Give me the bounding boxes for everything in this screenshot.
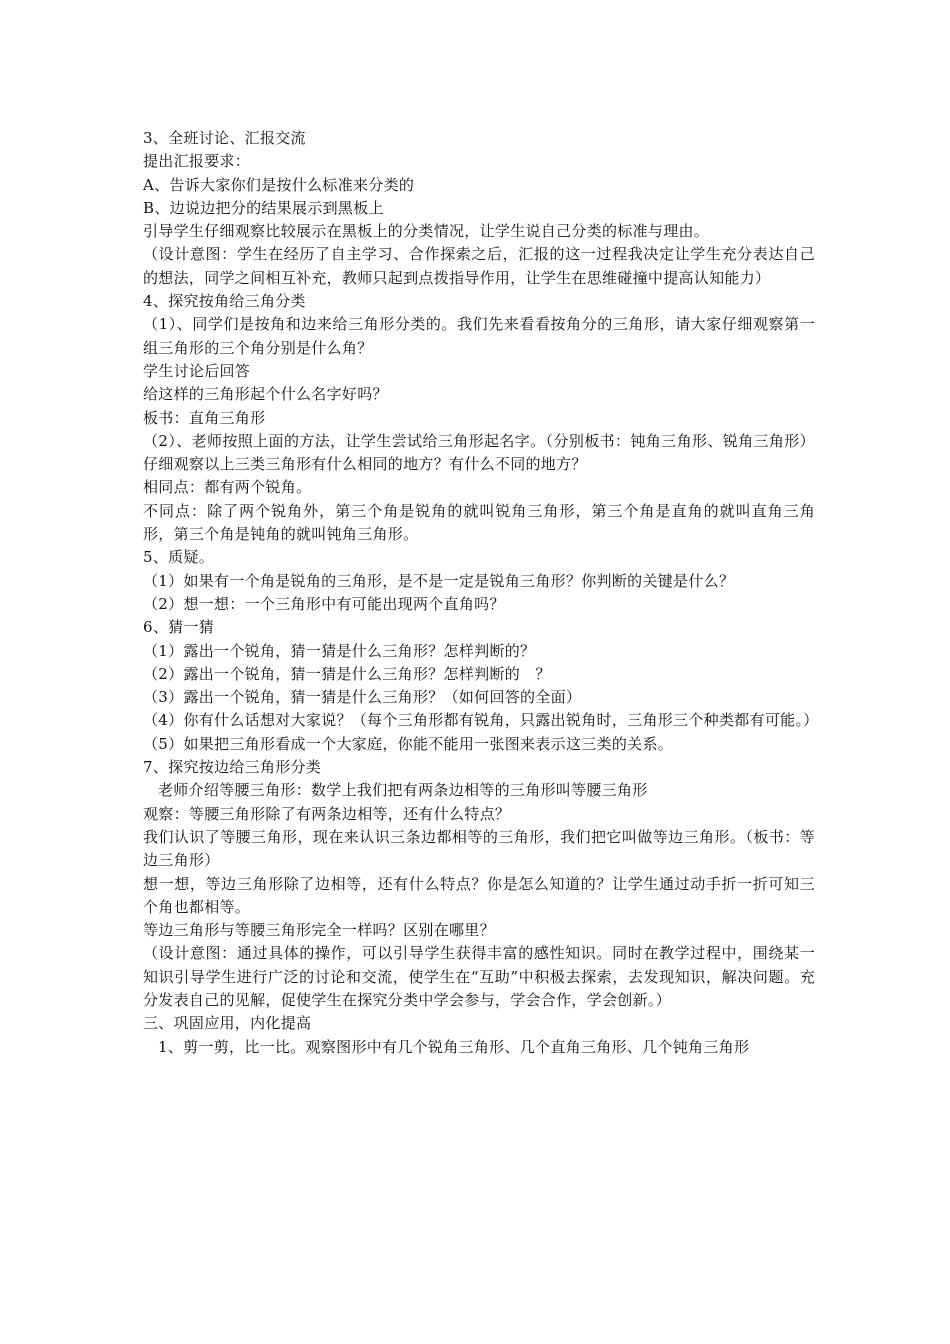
paragraph: （3）露出一个锐角，猜一猜是什么三角形？（如何回答的全面） xyxy=(143,688,582,707)
document-body xyxy=(143,127,819,1059)
heading-section-6: 6、猜一猜 xyxy=(143,618,215,637)
heading-section-7: 7、探究按边给三角形分类 xyxy=(143,758,322,777)
heading-part-3: 三、巩固应用，内化提高 xyxy=(143,1014,312,1033)
paragraph: （4）你有什么话想对大家说？（每个三角形都有锐角，只露出锐角时，三角形三个种类都有可能。） xyxy=(143,711,819,730)
paragraph: （1）、同学们是按角和边来给三角形分类的。我们先来看看按角分的三角形，请大家仔细观察第一组三角形的三个角分别是什么角？ xyxy=(143,315,815,357)
paragraph: （1）露出一个锐角，猜一猜是什么三角形？怎样判断的？ xyxy=(143,641,536,660)
paragraph: 1、剪一剪，比一比。观察图形中有几个锐角三角形、几个直角三角形、几个钝角三角形 xyxy=(158,1037,750,1056)
design-intent-note: （设计意图：学生在经历了自主学习、合作探索之后，汇报的这一过程我决定让学生充分表达自己的想法，同学之间相互补充，教师只起到点拨指导作用，让学生在思维碰撞中提高认知能力） xyxy=(143,245,815,287)
paragraph: 想一想，等边三角形除了边相等，还有什么特点？你是怎么知道的？让学生通过动手折一折可知三个角也都相等。 xyxy=(143,874,815,916)
paragraph: （2）露出一个锐角，猜一猜是什么三角形？怎样判断的 ？ xyxy=(143,664,551,683)
paragraph: （2）、老师按照上面的方法，让学生尝试给三角形起名字。（分别板书：钝角三角形、锐角三角形）仔细观察以上三类三角形有什么相同的地方？有什么不同的地方？ xyxy=(143,431,815,474)
paragraph: （1）如果有一个角是锐角的三角形，是不是一定是锐角三角形？你判断的关键是什么？ xyxy=(143,571,735,590)
paragraph: B、边说边把分的结果展示到黑板上 xyxy=(143,198,384,217)
paragraph: 板书：直角三角形 xyxy=(143,408,266,427)
paragraph: 学生讨论后回答 xyxy=(143,361,251,380)
heading-section-4: 4、探究按角给三角分类 xyxy=(143,292,306,311)
design-intent-note: （设计意图：通过具体的操作，可以引导学生获得丰富的感性知识。同时在教学过程中，围绕某一知识引导学生进行广泛的讨论和交流，使学生在“互助”中积极去探索，去发现知识，解决问题。充分发表自己的见解，促使学生在探究分类中学会参与，学会合作，学会创新。） xyxy=(143,944,815,1009)
paragraph: （5）如果把三角形看成一个大家庭，你能不能用一张图来表示这三类的关系。 xyxy=(143,734,674,753)
paragraph: 给这样的三角形起个什么名字好吗？ xyxy=(143,385,388,404)
paragraph: 相同点：都有两个锐角。 xyxy=(143,478,312,497)
paragraph: （2）想一想：一个三角形中有可能出现两个直角吗？ xyxy=(143,594,505,613)
heading-section-5: 5、质疑。 xyxy=(143,548,215,567)
heading-section-3: 3、全班讨论、汇报交流 xyxy=(143,129,306,147)
paragraph: 观察：等腰三角形除了有两条边相等，还有什么特点？ xyxy=(143,804,511,823)
paragraph: 不同点：除了两个锐角外，第三个角是锐角的就叫锐角三角形，第三个角是直角的就叫直角三角形，第三个角是钝角的就叫钝角三角形。 xyxy=(143,501,815,544)
paragraph: A、告诉大家你们是按什么标准来分类的 xyxy=(143,175,415,194)
paragraph: 老师介绍等腰三角形：数学上我们把有两条边相等的三角形叫等腰三角形 xyxy=(158,781,648,800)
paragraph: 提出汇报要求： xyxy=(143,152,251,171)
paragraph: 我们认识了等腰三角形，现在来认识三条边都相等的三角形，我们把它叫做等边三角形。（板书：等边三角形） xyxy=(143,827,815,870)
paragraph: 引导学生仔细观察比较展示在黑板上的分类情况，让学生说自己分类的标准与理由。 xyxy=(143,222,710,241)
paragraph: 等边三角形与等腰三角形完全一样吗？区别在哪里？ xyxy=(143,921,495,940)
